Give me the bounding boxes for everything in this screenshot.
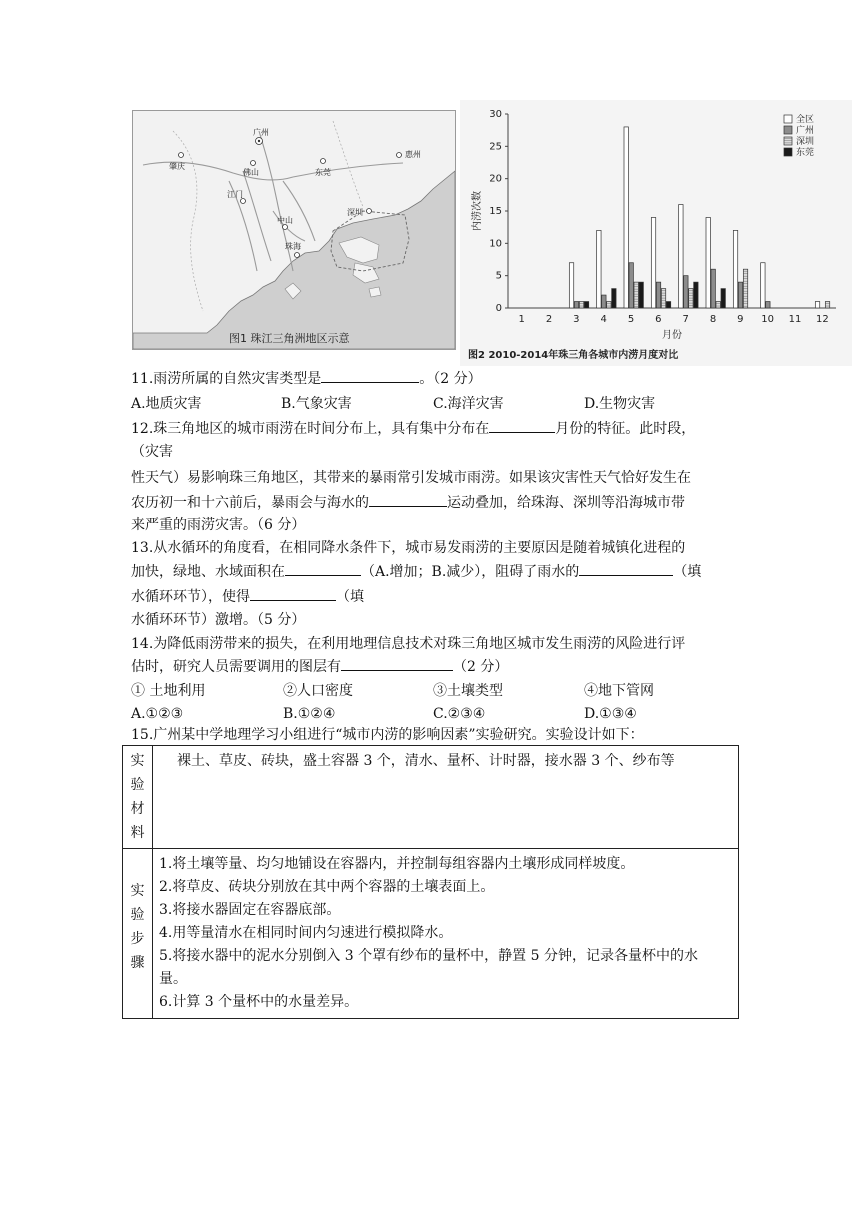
x-tick-label: 6 — [655, 314, 662, 325]
q12-line1 — [131, 418, 741, 440]
place-label-zhongshan: 中山 — [277, 216, 293, 225]
x-tick-label: 1 — [518, 314, 525, 325]
y-tick-label: 20 — [489, 173, 502, 185]
map-drawing — [133, 111, 455, 349]
bar-1-month-3 — [569, 263, 573, 308]
x-tick-label: 8 — [709, 314, 717, 325]
bar-2-month-8 — [711, 269, 715, 308]
place-label-shenzhen: 深圳 — [347, 208, 363, 217]
figure1-caption: 图1 珠江三角洲地区示意 — [229, 332, 350, 345]
q15-intro — [131, 724, 741, 746]
q14-text-2b: （2 分） — [453, 659, 509, 675]
y-tick-label: 10 — [489, 238, 502, 250]
bar-1-month-10 — [761, 263, 765, 308]
q11-option-d: D.生物灾害 — [584, 396, 656, 412]
bar-4-month-6 — [666, 302, 670, 308]
bar-2-month-10 — [766, 302, 770, 308]
bar-1-month-6 — [651, 217, 655, 308]
bar-4-month-5 — [639, 282, 643, 308]
x-axis-title: 月份 — [662, 330, 682, 341]
guangzhou-capital-dot — [258, 140, 260, 142]
q11-stem — [131, 368, 741, 390]
q12-month-blank[interactable] — [489, 418, 555, 433]
q13-text-4: 水循环环节）激增。（5 分） — [131, 612, 306, 628]
steps-head-char: 步 — [130, 931, 145, 947]
legend-swatch-4 — [784, 148, 792, 156]
bar-2-month-6 — [656, 282, 660, 308]
legend-label-2: 广州 — [796, 126, 815, 136]
q15-intro-text: 15.广州某中学地理学习小组进行“城市内涝的影响因素”实验研究。实验设计如下： — [131, 727, 644, 743]
q12-text-1b: 月份的特征。此时段， — [555, 421, 696, 437]
x-tick-label: 11 — [788, 314, 802, 325]
q11-option-c: C.海洋灾害 — [433, 396, 504, 412]
place-label-jiangmen: 江门 — [227, 190, 243, 199]
y-axis-title: 内涝次数 — [472, 191, 483, 231]
place-label-foshan: 佛山 — [243, 168, 259, 177]
steps-head-char: 骤 — [130, 955, 145, 971]
q13-text-3a: 水循环环节），使得 — [131, 589, 250, 605]
x-tick-label: 7 — [682, 314, 689, 325]
y-tick-label: 0 — [495, 303, 502, 314]
materials-head-char: 实 — [130, 753, 145, 769]
materials-heading — [123, 746, 153, 849]
q14-text-1: 14.为降低雨涝带来的损失，在利用地理信息技术对珠三角地区城市发生雨涝的风险进行评 — [131, 636, 686, 652]
q13-text-2a: 加快，绿地、水域面积在 — [131, 564, 285, 580]
materials-cell: 裸土、草皮、砖块，盛土容器 3 个，清水、量杯、计时器，接水器 3 个、纱布等 — [153, 746, 739, 849]
bar-2-month-9 — [738, 282, 742, 308]
y-tick-label: 25 — [489, 141, 502, 153]
y-tick-label: 5 — [495, 270, 502, 282]
q12-text-4b: 运动叠加，给珠海、深圳等沿海城市带 — [447, 495, 685, 511]
q13-line1 — [131, 537, 741, 559]
q14-option-b: B.①②④ — [283, 706, 336, 722]
bar-3-month-8 — [716, 302, 720, 308]
bar-1-month-7 — [679, 205, 683, 308]
q13-cycle-blank-2[interactable] — [250, 586, 336, 601]
q12-text-4a: 农历初一和十六前后，暴雨会与海水的 — [131, 495, 369, 511]
q12-line4 — [131, 492, 741, 514]
bar-1-month-12 — [815, 302, 819, 308]
figure2-caption: 图2 2010-2014年珠三角各城市内涝月度对比 — [468, 350, 679, 361]
q11-score: 。（2 分） — [419, 371, 482, 387]
bar-4-month-4 — [612, 289, 616, 308]
bar-2-month-5 — [629, 263, 633, 308]
q14-layer-2: ②人口密度 — [283, 683, 353, 699]
steps-head-char: 实 — [130, 883, 145, 899]
legend-label-3: 深圳 — [796, 137, 815, 147]
bar-1-month-4 — [597, 230, 601, 308]
q14-layer-4: ④地下管网 — [584, 683, 654, 699]
bar-2-month-7 — [684, 276, 688, 308]
q12-line2 — [131, 441, 741, 463]
legend-label-4: 东莞 — [796, 148, 815, 158]
q11-text: 11.雨涝所属的自然灾害类型是 — [131, 371, 322, 387]
q11-option-b: B.气象灾害 — [281, 396, 352, 412]
q13-area-blank[interactable] — [285, 561, 361, 576]
q14-option-c: C.②③④ — [433, 706, 486, 722]
q14-layer-3: ③土壤类型 — [433, 683, 503, 699]
materials-head-char: 验 — [130, 777, 145, 793]
q13-line2 — [131, 561, 741, 583]
q13-text-3b: （填 — [336, 589, 364, 605]
figures-row — [128, 100, 852, 366]
bar-1-month-5 — [624, 127, 628, 308]
place-label-guangzhou: 广州 — [253, 128, 269, 137]
step-4: 4.用等量清水在相同时间内匀速进行模拟降水。 — [159, 925, 453, 941]
materials-head-char: 料 — [130, 825, 145, 841]
place-label-zhaoqing: 肇庆 — [169, 162, 185, 171]
bar-3-month-12 — [825, 302, 829, 308]
q13-line4 — [131, 609, 741, 631]
q11-option-a: A.地质灾害 — [131, 396, 202, 412]
bar-2-month-3 — [574, 302, 578, 308]
q12-motion-blank[interactable] — [369, 492, 447, 507]
chart-svg — [460, 100, 852, 366]
q13-text-2b: （A.增加；B.减少），阻碍了雨水的 — [361, 564, 580, 580]
x-tick-label: 9 — [737, 314, 744, 325]
step-3: 3.将接水器固定在容器底部。 — [159, 902, 341, 918]
q12-line3 — [131, 467, 741, 489]
place-label-zhuhai: 珠海 — [285, 242, 301, 251]
bar-3-month-4 — [607, 302, 611, 308]
q13-text-2c: （填 — [673, 564, 702, 580]
q14-layers-blank[interactable] — [341, 656, 453, 671]
bar-3-month-3 — [579, 302, 583, 308]
x-tick-label: 12 — [815, 314, 829, 325]
q11-answer-blank[interactable] — [321, 368, 419, 383]
step-1: 1.将土壤等量、均匀地铺设在容器内，并控制每组容器内土壤形成同样坡度。 — [159, 856, 635, 872]
island — [369, 287, 381, 297]
x-tick-label: 3 — [573, 314, 580, 325]
q14-option-a: A.①②③ — [131, 706, 184, 722]
figure1-map — [132, 110, 456, 350]
x-tick-label: 10 — [761, 314, 775, 325]
experiment-table — [122, 745, 739, 1019]
q13-line3 — [131, 586, 741, 608]
bar-4-month-7 — [694, 282, 698, 308]
legend-swatch-1 — [784, 115, 792, 123]
bar-1-month-9 — [733, 230, 737, 308]
q13-text-1: 13.从水循环的角度看，在相同降水条件下，城市易发雨涝的主要原因是随着城镇化进程的 — [131, 540, 686, 556]
bar-4-month-3 — [584, 302, 588, 308]
q13-cycle-blank-1[interactable] — [579, 561, 673, 576]
q12-text-3: 性天气）易影响珠三角地区，其带来的暴雨常引发城市雨涝。如果该灾害性天气恰好发生在 — [131, 470, 691, 486]
legend-swatch-3 — [784, 137, 792, 145]
figure2-chart — [460, 100, 852, 366]
x-tick-label: 4 — [600, 314, 607, 325]
step-5: 5.将接水器中的泥水分别倒入 3 个罩有纱布的量杯中，静置 5 分钟，记录各量杯中的水 — [159, 948, 698, 964]
steps-cell — [153, 849, 739, 1019]
y-tick-label: 15 — [489, 206, 502, 217]
materials-head-char: 材 — [130, 801, 145, 817]
q14-text-2a: 估时，研究人员需要调用的图层有 — [131, 659, 341, 675]
x-tick-label: 2 — [545, 314, 553, 325]
q12-line5 — [131, 514, 741, 536]
q12-text-1a: 12.珠三角地区的城市雨涝在时间分布上，具有集中分布在 — [131, 421, 490, 437]
legend-swatch-2 — [784, 126, 792, 134]
step-6: 6.计算 3 个量杯中的水量差异。 — [159, 994, 359, 1010]
q14-option-d: D.①③④ — [584, 706, 637, 722]
place-label-huizhou: 惠州 — [405, 150, 421, 159]
steps-row — [123, 849, 739, 1019]
steps-head-char: 验 — [130, 907, 145, 923]
step-5-cont: 量。 — [159, 971, 187, 987]
place-label-dongguan: 东莞 — [315, 168, 331, 177]
q12-text-2: （灾害 — [131, 444, 173, 460]
q12-text-5: 来严重的雨涝灾害。（6 分） — [131, 517, 306, 533]
materials-row — [123, 746, 739, 849]
bar-4-month-8 — [721, 289, 725, 308]
legend-label-1: 全区 — [796, 115, 815, 125]
q14-line2 — [131, 656, 741, 678]
step-2: 2.将草皮、砖块分别放在其中两个容器的土壤表面上。 — [159, 879, 495, 895]
q14-line1 — [131, 633, 741, 655]
bar-2-month-4 — [602, 295, 606, 308]
q14-layer-1: ① 土地利用 — [131, 683, 206, 699]
steps-heading — [123, 849, 153, 1019]
x-tick-label: 5 — [627, 314, 635, 325]
y-tick-label: 30 — [489, 109, 502, 120]
bar-1-month-8 — [706, 217, 710, 308]
